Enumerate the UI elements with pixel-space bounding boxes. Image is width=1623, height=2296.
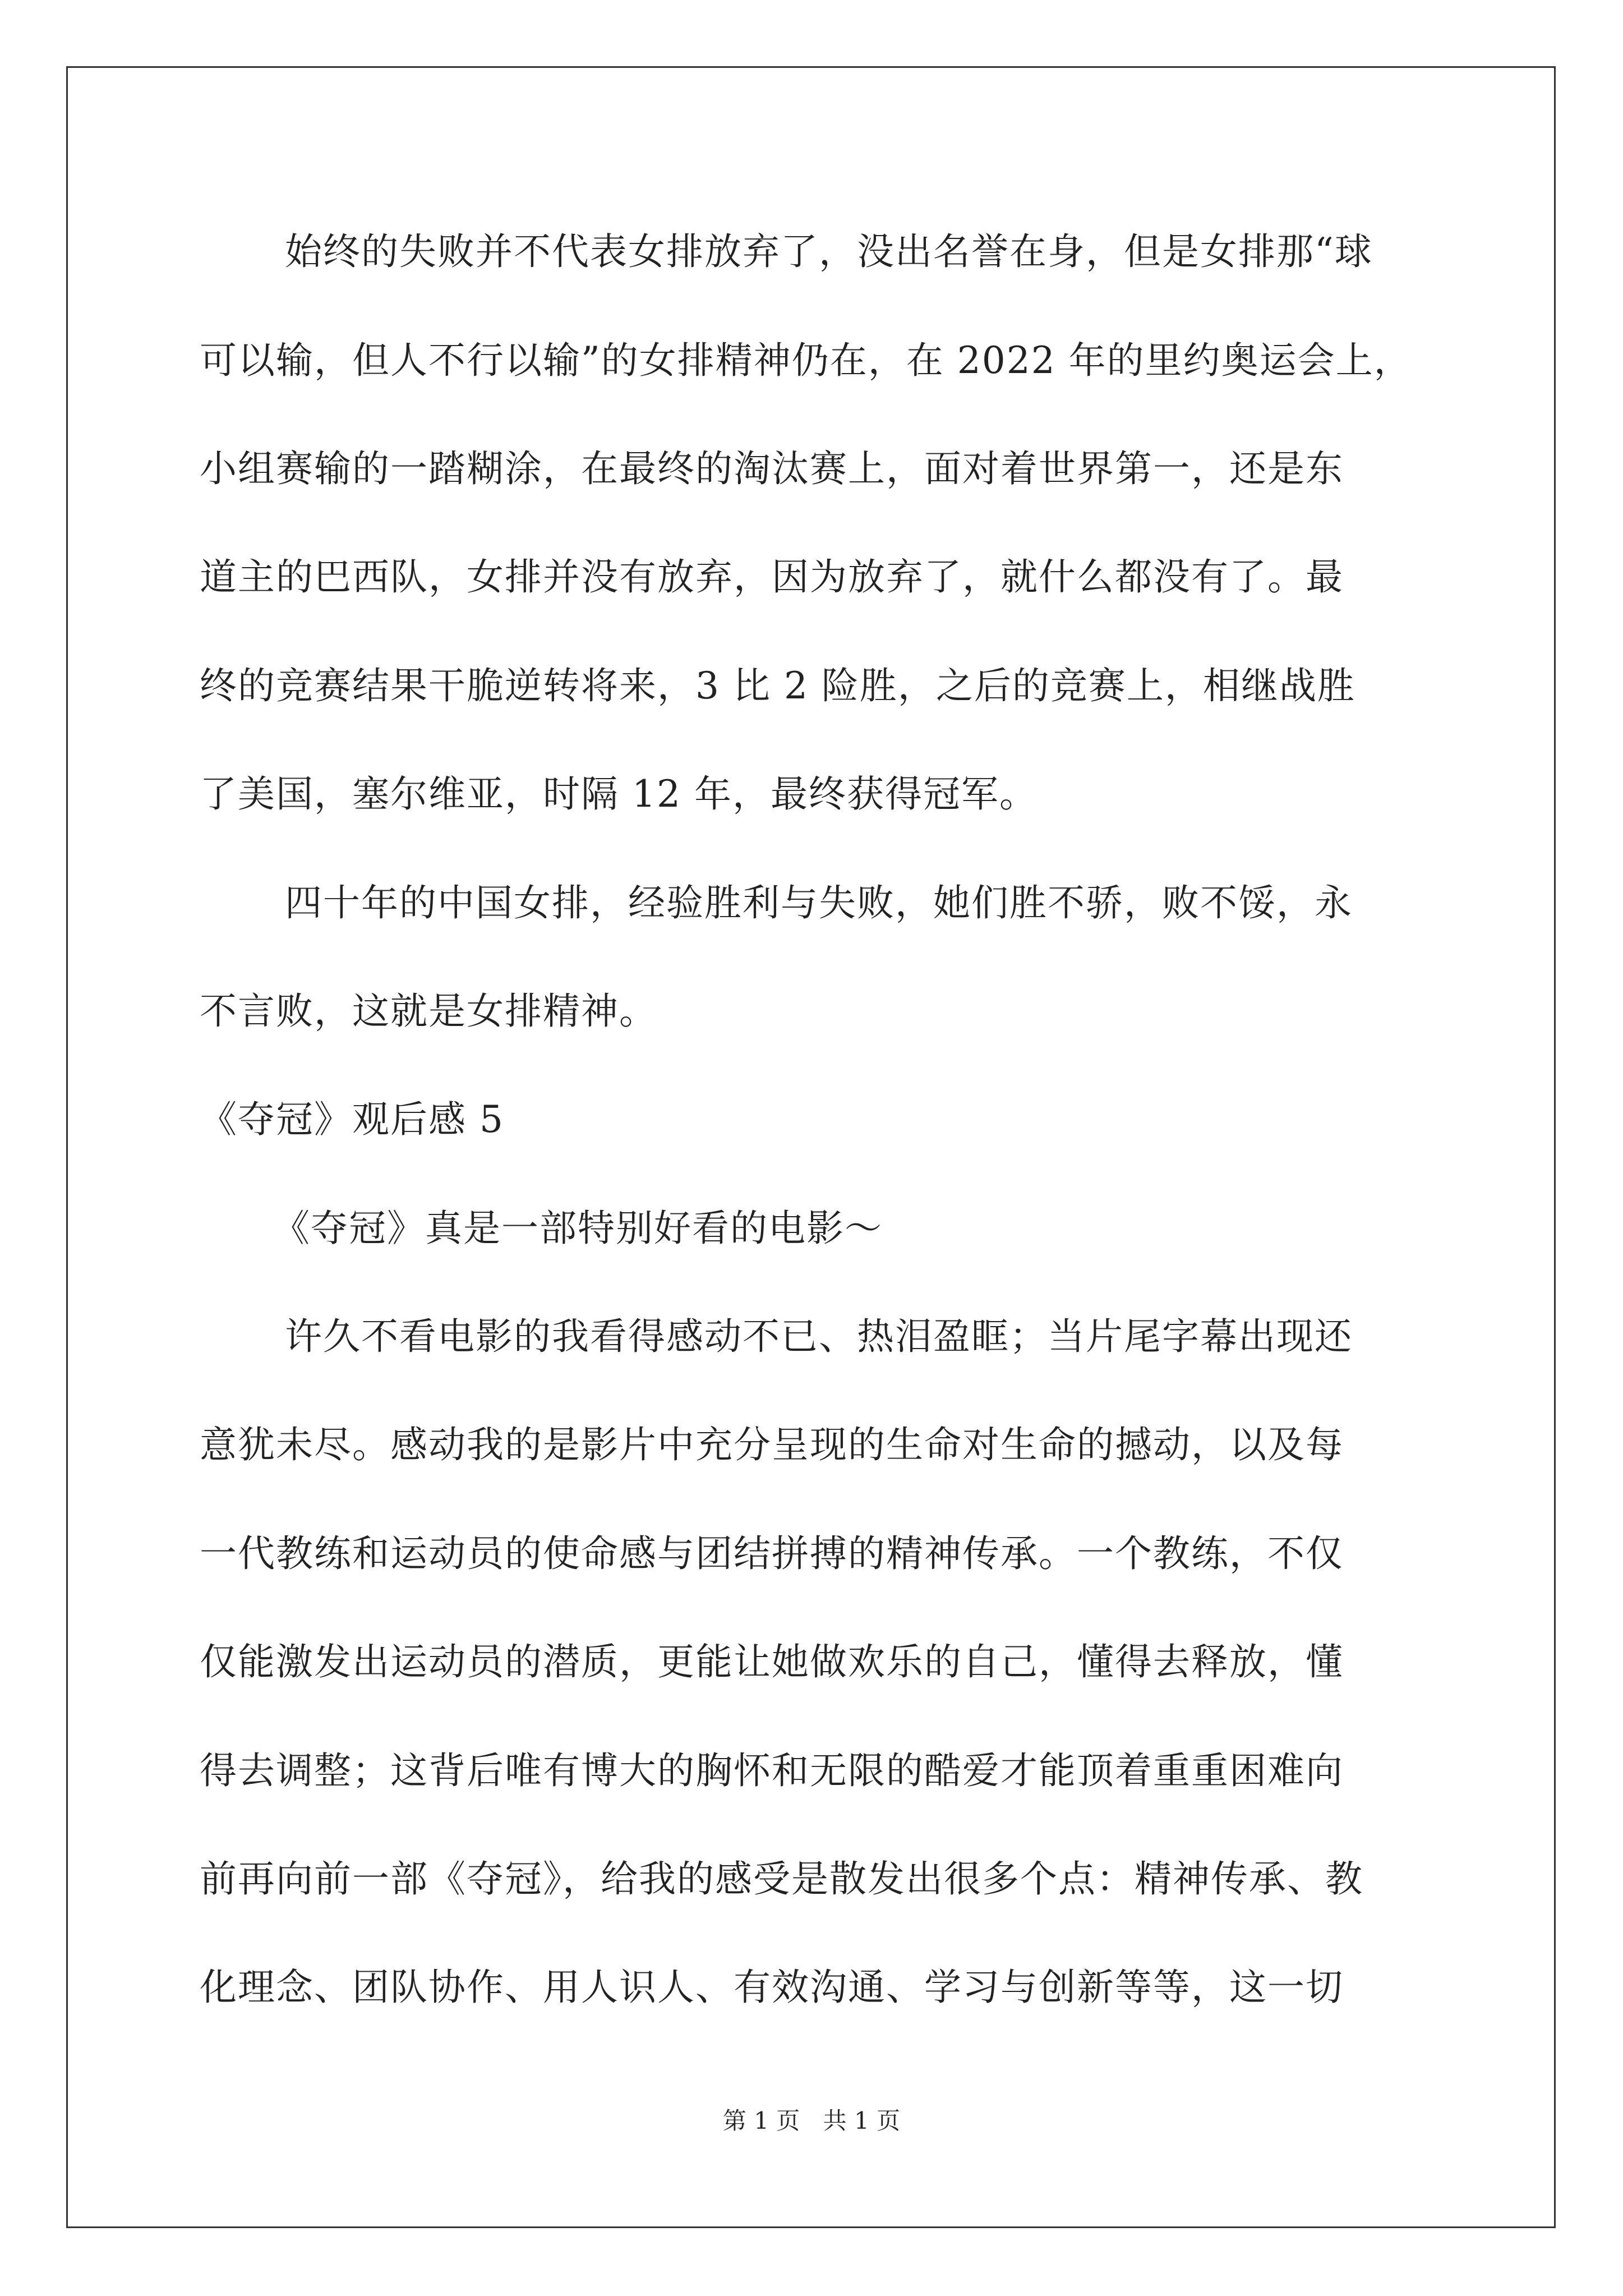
paragraph-line: 始终的失败并不代表女排放弃了，没出名誉在身，但是女排那“球 [285,230,1373,273]
page-border [66,66,1556,2228]
paragraph-line: 化理念、团队协作、用人识人、有效沟通、学习与创新等等，这一切 [200,1966,1344,2009]
paragraph-line: 《夺冠》真是一部特别好看的电影～ [273,1207,883,1250]
paragraph-line: 道主的巴西队，女排并没有放弃，因为放弃了，就什么都没有了。最 [200,555,1344,599]
page-count: 共 1 页 [823,2107,901,2134]
page-footer [0,2109,1623,2133]
paragraph-line: 可以输，但人不行以输”的女排精神仍在，在 2022 年的里约奥运会上， [200,339,1412,382]
paragraph-line: 不言败，这就是女排精神。 [200,990,657,1033]
paragraph-line: 了美国，塞尔维亚，时隔 12 年，最终获得冠军。 [200,772,1038,816]
paragraph-line: 四十年的中国女排，经验胜利与失败，她们胜不骄，败不馁，永 [285,881,1353,924]
page-number: 第 1 页 [722,2107,800,2134]
paragraph-line: 一代教练和运动员的使命感与团结拼搏的精神传承。一个教练，不仅 [200,1532,1344,1575]
paragraph-line: 终的竞赛结果干脆逆转将来，3 比 2 险胜，之后的竞赛上，相继战胜 [200,664,1355,707]
paragraph-line: 前再向前一部《夺冠》，给我的感受是散发出很多个点：精神传承、教 [200,1857,1363,1901]
paragraph-line: 许久不看电影的我看得感动不已、热泪盈眶；当片尾字幕出现还 [285,1315,1353,1358]
paragraph-line: 意犹未尽。感动我的是影片中充分呈现的生命对生命的撼动，以及每 [200,1423,1344,1466]
section-heading: 《夺冠》观后感 5 [200,1098,504,1141]
paragraph-line: 得去调整；这背后唯有博大的胸怀和无限的酷爱才能顶着重重困难向 [200,1749,1344,1792]
paragraph-line: 仅能激发出运动员的潜质，更能让她做欢乐的自己，懂得去释放，懂 [200,1640,1344,1683]
paragraph-line: 小组赛输的一踏糊涂，在最终的淘汰赛上，面对着世界第一，还是东 [200,447,1344,490]
